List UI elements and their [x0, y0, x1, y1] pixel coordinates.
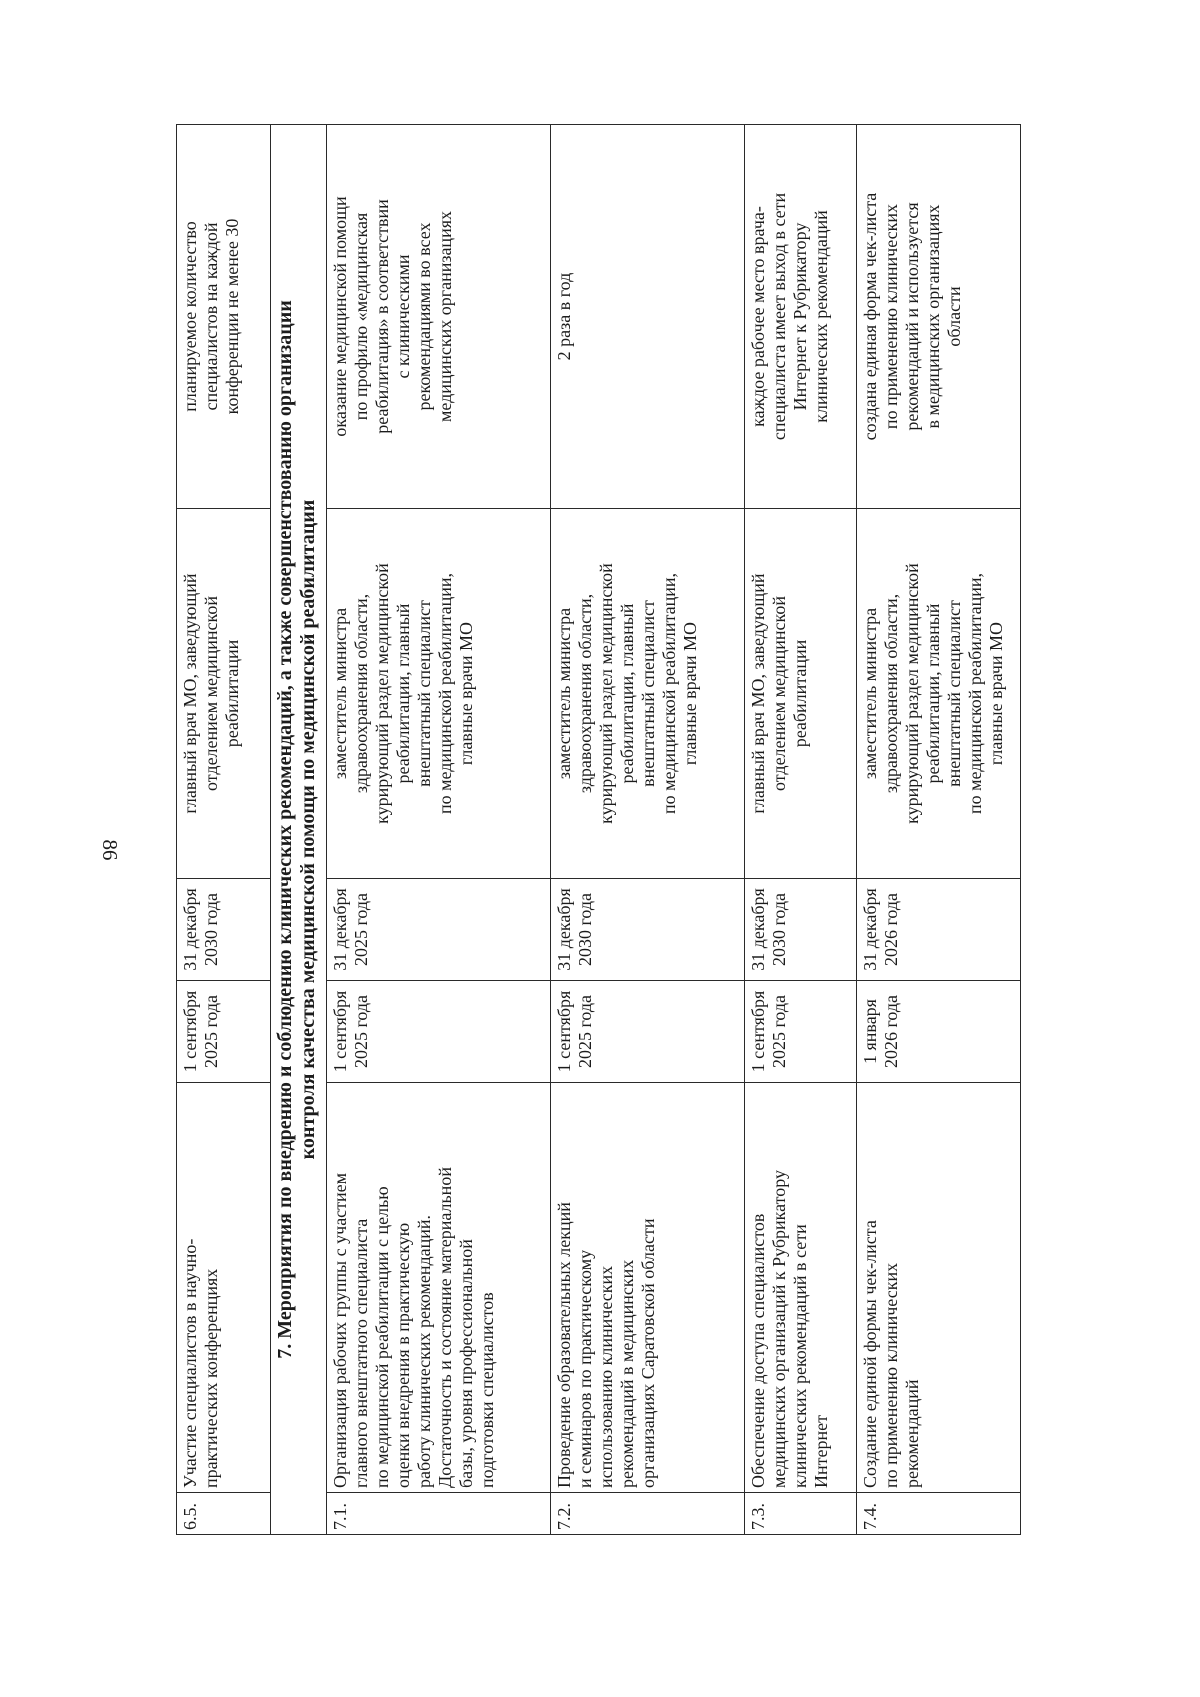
end-date: 31 декабря 2025 года	[327, 879, 551, 981]
end-date: 31 декабря 2030 года	[551, 879, 745, 981]
activity-name: Проведение образовательных лекций и семинаров по практическому использованию клинических рекомендаций в медицинских организациях Саратовской области	[551, 1083, 745, 1493]
page-number: 86	[98, 839, 122, 861]
row-number: 7.1.	[327, 1493, 551, 1535]
section-heading-row	[270, 125, 326, 1535]
table-row	[744, 125, 856, 1535]
section-heading: 7. Мероприятия по внедрению и соблюдению клинических рекомендаций, а также совершенствованию организации контроля качества медицинской помощи по медицинской реабилитации	[270, 125, 326, 1535]
end-date: 31 декабря 2026 года	[856, 879, 1020, 981]
activity-name: Обеспечение доступа специалистов медицинских организаций к Рубрикатору клинических рекомендаций в сети Интернет	[744, 1083, 856, 1493]
expected-result: создана единая форма чек-листа по применению клинических рекомендаций и используется в медицинских организациях области	[856, 125, 1020, 509]
start-date: 1 сентября 2025 года	[744, 981, 856, 1083]
activity-name: Участие специалистов в научно- практических конференциях	[177, 1083, 271, 1493]
responsible: заместитель министра здравоохранения области, курирующий раздел медицинской реабилитации, главный внештатный специалист по медицинской реабилитации, главные врачи МО	[856, 509, 1020, 879]
start-date: 1 сентября 2025 года	[551, 981, 745, 1083]
responsible: главный врач МО, заведующий отделением медицинской реабилитации	[744, 509, 856, 879]
table-row	[327, 125, 551, 1535]
row-number: 7.2.	[551, 1493, 745, 1535]
responsible: заместитель министра здравоохранения области, курирующий раздел медицинской реабилитации, главный внештатный специалист по медицинской реабилитации, главные врачи МО	[327, 509, 551, 879]
end-date: 31 декабря 2030 года	[744, 879, 856, 981]
responsible: заместитель министра здравоохранения области, курирующий раздел медицинской реабилитации, главный внештатный специалист по медицинской реабилитации, главные врачи МО	[551, 509, 745, 879]
end-date: 31 декабря 2030 года	[177, 879, 271, 981]
row-number: 7.4.	[856, 1493, 1020, 1535]
expected-result: планируемое количество специалистов на каждой конференции не менее 30	[177, 125, 271, 509]
activity-name: Организация рабочих группы с участием главного внештатного специалиста по медицинской реабилитации с целью оценки внедрения в практическую работу клинических рекомендаций. Достаточность и состояние материальной базы, уровня профессиональной подготовки специалистов	[327, 1083, 551, 1493]
row-number: 7.3.	[744, 1493, 856, 1535]
expected-result: 2 раза в год	[551, 125, 745, 509]
row-number: 6.5.	[177, 1493, 271, 1535]
responsible: главный врач МО, заведующий отделением медицинской реабилитации	[177, 509, 271, 879]
table-row	[551, 125, 745, 1535]
table-row	[177, 125, 271, 1535]
expected-result: каждое рабочее место врача- специалиста имеет выход в сети Интернет к Рубрикатору клинических рекомендаций	[744, 125, 856, 509]
rotated-table-container	[176, 125, 1021, 1535]
table-row	[856, 125, 1020, 1535]
start-date: 1 сентября 2025 года	[177, 981, 271, 1083]
activity-name: Создание единой формы чек-листа по применению клинических рекомендаций	[856, 1083, 1020, 1493]
start-date: 1 сентября 2025 года	[327, 981, 551, 1083]
action-plan-table	[176, 124, 1021, 1535]
start-date: 1 января 2026 года	[856, 981, 1020, 1083]
expected-result: оказание медицинской помощи по профилю «медицинская реабилитация» в соответствии с клиническими рекомендациями во всех медицинских организациях	[327, 125, 551, 509]
